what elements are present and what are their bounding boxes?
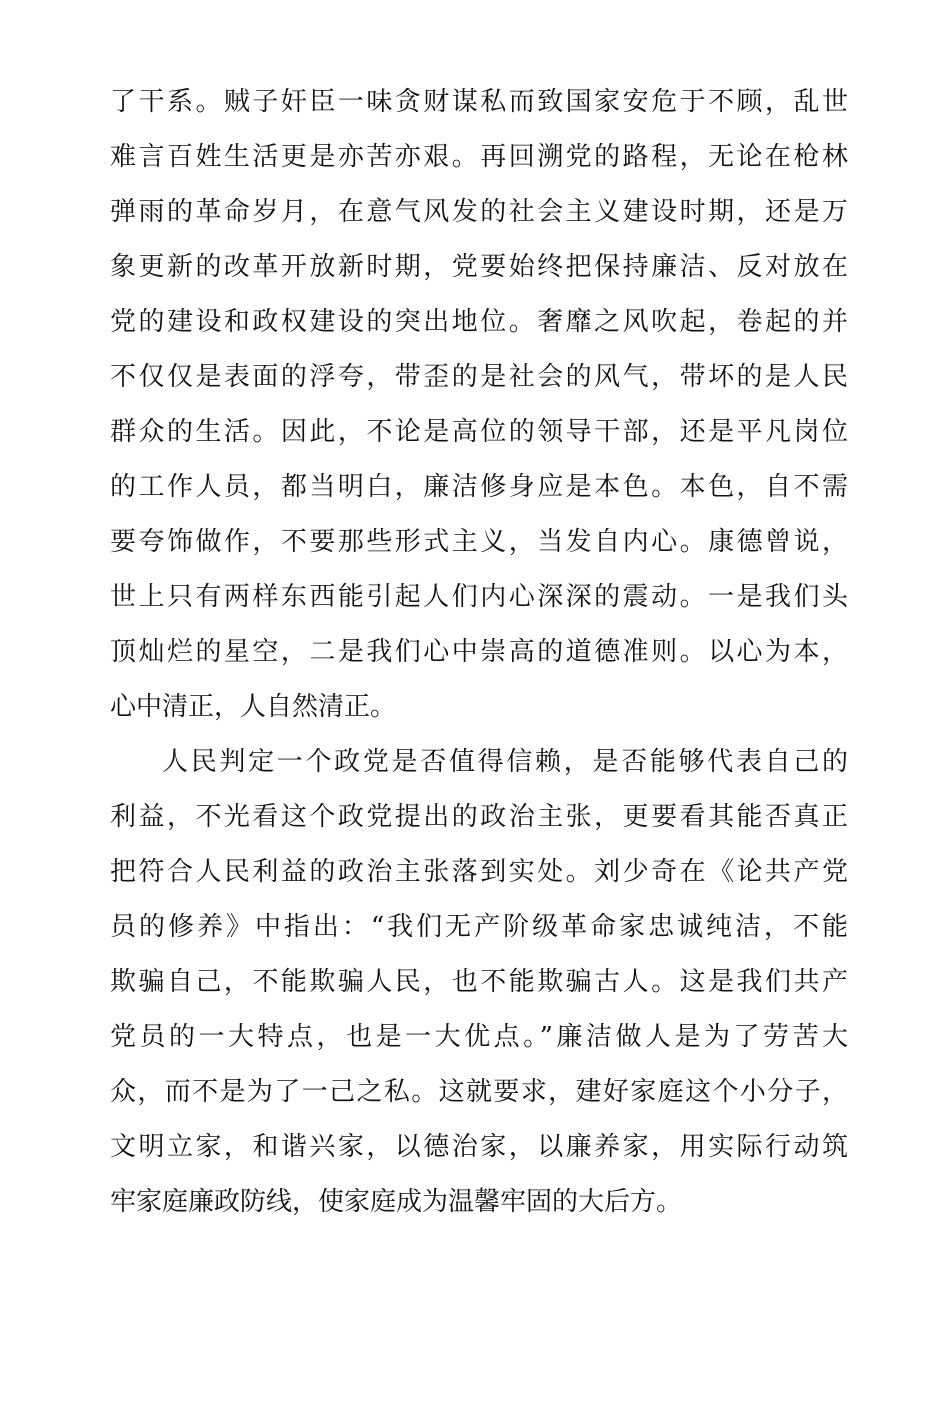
- text-line: 众，而不是为了一己之私。这就要求，建好家庭这个小分子，: [110, 1077, 848, 1107]
- text-line: 了干系。贼子奸臣一味贪财谋私而致国家安危于不顾，乱世: [110, 87, 848, 117]
- text-line: 世上只有两样东西能引起人们内心深深的震动。一是我们头: [110, 582, 848, 612]
- text-line: 群众的生活。因此，不论是高位的领导干部，还是平凡岗位: [110, 417, 848, 447]
- text-line: 把符合人民利益的政治主张落到实处。刘少奇在《论共产党: [110, 857, 848, 887]
- text-line: 心中清正，人自然清正。: [110, 692, 397, 722]
- text-line: 欺骗自己，不能欺骗人民，也不能欺骗古人。这是我们共产: [110, 967, 848, 997]
- text-line: 象更新的改革开放新时期，党要始终把保持廉洁、反对放在: [110, 252, 848, 282]
- text-line: 党的建设和政权建设的突出地位。奢靡之风吹起，卷起的并: [110, 307, 848, 337]
- text-line: 弹雨的革命岁月，在意气风发的社会主义建设时期，还是万: [110, 197, 848, 227]
- text-line: 党员的一大特点，也是一大优点。”廉洁做人是为了劳苦大: [110, 1022, 848, 1052]
- text-line: 利益，不光看这个政党提出的政治主张，更要看其能否真正: [110, 802, 848, 832]
- text-line: 文明立家，和谐兴家，以德治家，以廉养家，用实际行动筑: [110, 1132, 848, 1162]
- text-line: 顶灿烂的星空，二是我们心中崇高的道德准则。以心为本，: [110, 637, 848, 667]
- text-line: 牢家庭廉政防线，使家庭成为温馨牢固的大后方。: [110, 1187, 683, 1217]
- text-line: 的工作人员，都当明白，廉洁修身应是本色。本色，自不需: [110, 472, 848, 502]
- text-line: 人民判定一个政党是否值得信赖，是否能够代表自己的: [162, 747, 848, 777]
- text-line: 要夸饰做作，不要那些形式主义，当发自内心。康德曾说，: [110, 527, 848, 557]
- text-line: 难言百姓生活更是亦苦亦艰。再回溯党的路程，无论在枪林: [110, 142, 848, 172]
- text-line: 不仅仅是表面的浮夸，带歪的是社会的风气，带坏的是人民: [110, 362, 848, 392]
- text-line: 员的修养》中指出：“我们无产阶级革命家忠诚纯洁，不能: [110, 912, 848, 942]
